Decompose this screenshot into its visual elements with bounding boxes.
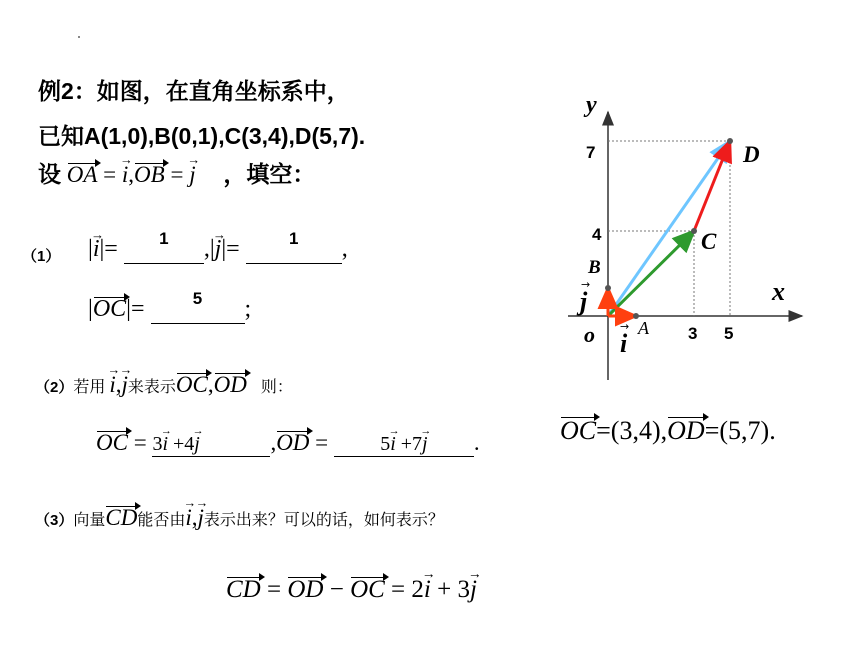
- minus-sign: −: [329, 576, 344, 603]
- unit-i-label: i: [620, 329, 628, 358]
- q1-label: （1）: [22, 248, 61, 265]
- period: .: [473, 430, 480, 455]
- answer-i-norm: 1: [159, 229, 169, 248]
- unit-i-arrow-mark: →: [620, 320, 630, 333]
- setup-suffix: ，填空：: [223, 161, 316, 187]
- point-D-label: D: [743, 142, 760, 167]
- q3-answer: CD = OD − OC = 2i → + 3j →: [226, 576, 477, 604]
- oc-coef-i: 3: [152, 433, 163, 455]
- answer-oc-norm: 5: [192, 289, 203, 308]
- q2-prefix: 若用: [73, 379, 106, 396]
- unit-j-arrow-mark: →: [581, 278, 591, 291]
- answer-j-norm: 1: [288, 229, 299, 248]
- eq-sign: =: [104, 236, 118, 262]
- comma: ,: [660, 416, 668, 445]
- vector-i: i →: [93, 236, 100, 263]
- unit-j-label: j: [580, 287, 588, 316]
- setup-prefix: 设: [38, 161, 61, 187]
- point-C-dot: [691, 228, 697, 234]
- vector-i: i →: [109, 372, 115, 398]
- od-coef-i: 5: [380, 433, 391, 455]
- eq-sign: =: [266, 576, 282, 603]
- q3-middle: 能否由: [137, 512, 186, 529]
- od-coef-j: 7: [412, 433, 423, 455]
- q1-line2: |OC|= $^5$ ;: [88, 289, 252, 322]
- period: .: [769, 416, 776, 445]
- eq-sign: =: [315, 430, 329, 455]
- point-A-label: A: [638, 318, 649, 338]
- vector-j: j →: [470, 576, 477, 604]
- vector-OC-arrow: [608, 231, 694, 316]
- coordinate-diagram: [560, 90, 820, 390]
- tick-y-7: 7: [586, 143, 596, 162]
- eq-sign: =: [704, 416, 720, 445]
- cd-coef-i: 2: [411, 576, 424, 603]
- tick-y-4: 4: [592, 225, 602, 244]
- q3-prefix: 向量: [73, 512, 106, 529]
- vector-j: j →: [189, 162, 195, 188]
- coordinate-form: [560, 416, 776, 446]
- q1-line1: |i →|= $^1$ ,|j →|= $^1$ ,: [88, 236, 348, 264]
- eq-sign: =: [170, 162, 184, 187]
- q3-prompt: [35, 505, 444, 531]
- comma: ,: [191, 505, 198, 530]
- vector-OC: OC: [350, 576, 385, 603]
- tick-x-3: 3: [688, 324, 698, 343]
- vector-OD: OD: [667, 416, 705, 445]
- vector-j: j →: [197, 505, 203, 531]
- q2-middle: 来表示: [127, 379, 176, 396]
- vector-j: j →: [122, 372, 128, 398]
- eq-sign: =: [391, 576, 406, 603]
- q3-label: （3）: [35, 512, 74, 529]
- dot-mark: [78, 36, 80, 38]
- comma: ,: [115, 372, 122, 397]
- q3-suffix: 表示出来？可以的话，如何表示？: [203, 512, 444, 529]
- point-C-label: C: [701, 229, 717, 254]
- vector-i: i →: [390, 433, 396, 456]
- vector-j: j →: [215, 236, 222, 263]
- vector-i: i →: [185, 505, 191, 531]
- tick-x-5: 5: [724, 324, 734, 343]
- oc-coef-j: 4: [184, 433, 195, 455]
- vector-j: j →: [422, 433, 428, 456]
- example-title: 例2：如图，在直角坐标系中，: [38, 78, 350, 104]
- setup-line: [38, 156, 315, 189]
- comma: ,: [207, 372, 214, 397]
- point-B-label: B: [588, 257, 601, 278]
- vector-i: i →: [122, 162, 128, 188]
- semicolon: ;: [244, 296, 252, 322]
- eq-sign: =: [133, 430, 147, 455]
- eq-sign: =: [596, 416, 611, 445]
- vector-i: i →: [424, 576, 431, 604]
- eq-sign: =: [103, 162, 117, 187]
- comma: ,: [270, 430, 277, 455]
- vector-OB: OB: [134, 162, 165, 187]
- point-B-dot: [605, 285, 611, 291]
- vector-CD: CD: [105, 505, 138, 530]
- comma: ,: [128, 162, 135, 187]
- eq-sign: =: [130, 296, 145, 322]
- given-points: 已知A(1,0),B(0,1),C(3,4),D(5,7).: [38, 123, 366, 149]
- comma: ,: [203, 236, 210, 262]
- vector-j: j →: [194, 433, 200, 456]
- vector-OC: OC: [175, 372, 208, 397]
- q2-answer-line: OC = 3i → +4j → ,OD = 5i → +7j → .: [96, 430, 480, 457]
- point-D-dot: [727, 138, 733, 144]
- vector-i: i →: [162, 433, 168, 456]
- vector-OD: OD: [276, 430, 310, 455]
- vector-CD: CD: [226, 576, 261, 603]
- eq-sign: =: [226, 236, 240, 262]
- vector-OD: OD: [287, 576, 324, 603]
- vector-OA: OA: [66, 162, 98, 187]
- x-axis-label: x: [772, 277, 785, 306]
- cd-coef-j: 3: [457, 576, 470, 603]
- vector-OD: OD: [213, 372, 247, 397]
- comma: ,: [341, 236, 348, 262]
- y-axis-label: y: [586, 92, 597, 118]
- coords-D: (5,7): [719, 416, 770, 445]
- q2-label: （2）: [35, 379, 74, 396]
- origin-label: o: [584, 322, 595, 347]
- coords-C: (3,4): [610, 416, 661, 445]
- vector-OC: OC: [560, 416, 597, 445]
- vector-OC: OC: [92, 296, 127, 322]
- q2-prompt: [35, 372, 293, 398]
- q2-suffix: 则：: [260, 379, 293, 396]
- vector-OC: OC: [96, 430, 128, 455]
